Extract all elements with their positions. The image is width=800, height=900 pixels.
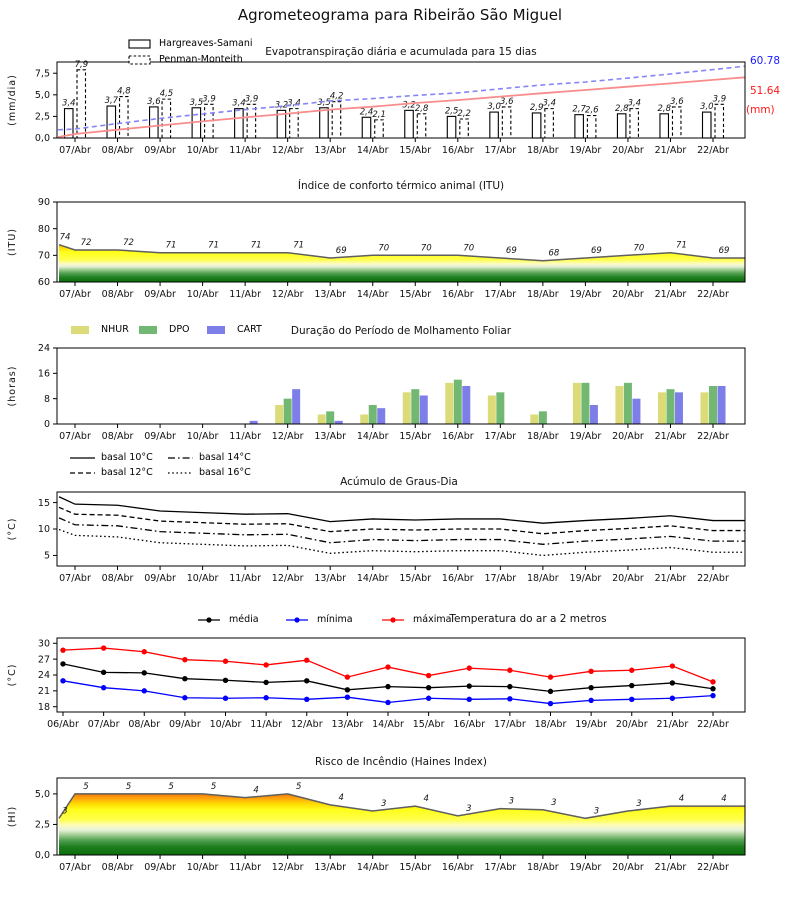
- svg-text:5,0: 5,0: [34, 90, 50, 102]
- svg-text:08/Abr: 08/Abr: [101, 431, 134, 442]
- svg-text:12/Abr: 12/Abr: [271, 431, 304, 442]
- dpo-swatch-icon: [138, 325, 164, 335]
- svg-text:2,8: 2,8: [614, 103, 629, 114]
- svg-text:18: 18: [37, 701, 50, 713]
- svg-text:14/Abr: 14/Abr: [356, 573, 389, 584]
- maxima-line-icon: [382, 615, 408, 625]
- svg-text:71: 71: [208, 240, 220, 251]
- svg-text:20/Abr: 20/Abr: [612, 289, 644, 300]
- svg-text:2,8: 2,8: [414, 103, 429, 114]
- svg-text:16/Abr: 16/Abr: [441, 573, 474, 584]
- svg-text:4: 4: [678, 794, 685, 805]
- svg-text:22/Abr: 22/Abr: [697, 431, 729, 442]
- svg-text:12/Abr: 12/Abr: [271, 862, 304, 873]
- legend-minima: [286, 614, 353, 625]
- svg-text:09/Abr: 09/Abr: [144, 145, 176, 156]
- svg-text:17/Abr: 17/Abr: [484, 289, 517, 300]
- legend-nhur: [70, 324, 129, 335]
- svg-text:2,5: 2,5: [444, 106, 459, 117]
- svg-text:60: 60: [37, 277, 50, 289]
- legend-cart: [206, 324, 262, 335]
- legend-maxima: [382, 614, 451, 625]
- svg-text:20/Abr: 20/Abr: [612, 862, 644, 873]
- svg-text:69: 69: [718, 246, 730, 256]
- svg-text:5: 5: [210, 781, 217, 792]
- svg-text:5: 5: [83, 781, 89, 792]
- accumulated-unit: (mm): [746, 104, 775, 116]
- svg-text:12/Abr: 12/Abr: [271, 145, 304, 156]
- svg-text:4: 4: [721, 794, 727, 805]
- svg-text:21/Abr: 21/Abr: [654, 862, 687, 873]
- svg-text:20/Abr: 20/Abr: [615, 719, 648, 730]
- svg-text:3: 3: [551, 797, 557, 808]
- svg-text:71: 71: [165, 240, 177, 251]
- svg-text:14/Abr: 14/Abr: [356, 431, 389, 442]
- svg-text:(HI): (HI): [7, 805, 18, 828]
- svg-text:3,7: 3,7: [104, 96, 119, 107]
- svg-text:19/Abr: 19/Abr: [569, 573, 602, 584]
- svg-text:22/Abr: 22/Abr: [697, 862, 729, 873]
- svg-text:2,8: 2,8: [657, 103, 672, 114]
- svg-text:15/Abr: 15/Abr: [399, 431, 432, 442]
- legend-dpo: [138, 324, 190, 335]
- svg-text:16: 16: [37, 368, 50, 380]
- nhur-swatch-icon: [70, 325, 96, 335]
- svg-text:20/Abr: 20/Abr: [612, 573, 644, 584]
- minima-line-icon: [286, 615, 312, 625]
- svg-text:11/Abr: 11/Abr: [229, 862, 262, 873]
- basal14-line-icon: [168, 453, 194, 463]
- svg-text:69: 69: [505, 246, 517, 256]
- svg-text:0,0: 0,0: [34, 133, 50, 145]
- svg-text:13/Abr: 13/Abr: [314, 289, 347, 300]
- svg-text:3,4: 3,4: [627, 98, 642, 109]
- svg-text:22/Abr: 22/Abr: [697, 289, 729, 300]
- svg-text:13/Abr: 13/Abr: [314, 573, 347, 584]
- panel-itu: [0, 178, 800, 302]
- svg-text:4,8: 4,8: [117, 86, 131, 97]
- svg-text:3: 3: [593, 806, 600, 817]
- svg-text:07/Abr: 07/Abr: [59, 289, 91, 300]
- svg-text:08/Abr: 08/Abr: [101, 145, 134, 156]
- panel-fire-risk: [0, 750, 800, 878]
- svg-text:17/Abr: 17/Abr: [494, 719, 526, 730]
- panel-title: Risco de Incêndio (Haines Index): [315, 756, 487, 768]
- svg-text:09/Abr: 09/Abr: [144, 289, 176, 300]
- svg-text:22/Abr: 22/Abr: [697, 719, 729, 730]
- svg-text:3,4: 3,4: [62, 98, 76, 109]
- svg-text:19/Abr: 19/Abr: [569, 862, 602, 873]
- svg-text:19/Abr: 19/Abr: [569, 145, 602, 156]
- svg-text:3,2: 3,2: [402, 100, 416, 111]
- basal12-line-icon: [70, 468, 96, 478]
- legend-label: basal 16°C: [199, 467, 251, 478]
- legend-label: basal 12°C: [101, 467, 153, 478]
- svg-text:2,7: 2,7: [572, 104, 586, 115]
- svg-text:80: 80: [37, 223, 50, 235]
- svg-text:24: 24: [37, 670, 50, 682]
- svg-text:20/Abr: 20/Abr: [612, 431, 644, 442]
- svg-text:08/Abr: 08/Abr: [128, 719, 161, 730]
- svg-text:16/Abr: 16/Abr: [441, 145, 474, 156]
- svg-text:17/Abr: 17/Abr: [484, 573, 517, 584]
- svg-text:30: 30: [37, 638, 50, 650]
- legend-label: máxima: [413, 614, 452, 625]
- svg-text:2,4: 2,4: [359, 107, 374, 118]
- svg-text:(mm/dia): (mm/dia): [7, 74, 18, 126]
- svg-text:21/Abr: 21/Abr: [654, 431, 687, 442]
- svg-text:70: 70: [633, 243, 645, 254]
- svg-text:13/Abr: 13/Abr: [314, 145, 347, 156]
- svg-text:2,9: 2,9: [529, 102, 544, 113]
- svg-text:06/Abr: 06/Abr: [47, 719, 79, 730]
- svg-text:10/Abr: 10/Abr: [186, 145, 219, 156]
- svg-text:5,0: 5,0: [34, 789, 50, 801]
- svg-text:16/Abr: 16/Abr: [441, 431, 474, 442]
- svg-text:15: 15: [37, 497, 50, 509]
- svg-text:71: 71: [293, 240, 305, 251]
- svg-text:07/Abr: 07/Abr: [59, 145, 91, 156]
- svg-text:3,9: 3,9: [244, 94, 259, 105]
- svg-text:3,4: 3,4: [232, 98, 246, 109]
- svg-text:14/Abr: 14/Abr: [372, 719, 404, 730]
- svg-text:21/Abr: 21/Abr: [654, 573, 687, 584]
- svg-text:72: 72: [123, 238, 134, 248]
- svg-text:74: 74: [59, 232, 71, 243]
- svg-text:12/Abr: 12/Abr: [290, 719, 323, 730]
- svg-text:3,6: 3,6: [499, 96, 514, 107]
- itu-chart: [0, 178, 800, 302]
- svg-text:20/Abr: 20/Abr: [612, 145, 644, 156]
- svg-text:3: 3: [508, 796, 515, 807]
- legend-basal-14: [168, 452, 251, 463]
- svg-text:18/Abr: 18/Abr: [526, 289, 559, 300]
- media-line-icon: [198, 615, 224, 625]
- svg-text:19/Abr: 19/Abr: [569, 431, 602, 442]
- svg-text:27: 27: [37, 654, 50, 666]
- panel-title: Duração do Período de Molhamento Foliar: [290, 325, 512, 337]
- legend-basal-16: [168, 467, 251, 478]
- legend-hargreaves-samani: [128, 38, 253, 49]
- legend-label: basal 14°C: [199, 452, 251, 463]
- legend-label: média: [229, 614, 259, 625]
- svg-text:72: 72: [80, 238, 92, 248]
- panel-evapotranspiration: [0, 34, 800, 166]
- basal10-line-icon: [70, 453, 96, 463]
- svg-text:11/Abr: 11/Abr: [229, 431, 262, 442]
- legend-basal-12: [70, 467, 153, 478]
- svg-text:13/Abr: 13/Abr: [314, 431, 347, 442]
- svg-text:14/Abr: 14/Abr: [356, 145, 389, 156]
- legend-label: CART: [237, 324, 262, 335]
- svg-text:16/Abr: 16/Abr: [453, 719, 486, 730]
- legend-penman-monteith: [128, 54, 243, 65]
- svg-text:3,9: 3,9: [202, 94, 216, 105]
- svg-text:07/Abr: 07/Abr: [59, 573, 91, 584]
- panel-title: Evapotranspiração diária e acumulada para 15 dias: [265, 46, 537, 58]
- svg-text:17/Abr: 17/Abr: [484, 862, 517, 873]
- legend-label: Penman-Monteith: [159, 54, 243, 65]
- accumulated-penman-total: 60.78: [750, 55, 781, 67]
- svg-text:18/Abr: 18/Abr: [534, 719, 567, 730]
- svg-text:21: 21: [37, 686, 50, 698]
- svg-text:70: 70: [378, 243, 390, 254]
- svg-text:2,6: 2,6: [585, 105, 599, 116]
- svg-text:71: 71: [676, 240, 687, 251]
- svg-text:0: 0: [43, 419, 50, 431]
- fire-risk-chart: [0, 750, 800, 878]
- legend-media: [198, 614, 259, 625]
- leaf-wetness-chart: [0, 322, 800, 444]
- svg-text:19/Abr: 19/Abr: [575, 719, 607, 730]
- svg-text:(ITU): (ITU): [7, 228, 18, 256]
- svg-text:21/Abr: 21/Abr: [654, 289, 687, 300]
- svg-text:3: 3: [381, 799, 387, 809]
- svg-text:09/Abr: 09/Abr: [144, 573, 176, 584]
- legend-label: basal 10°C: [101, 452, 153, 463]
- svg-text:09/Abr: 09/Abr: [144, 862, 176, 873]
- svg-text:3,0: 3,0: [487, 102, 501, 113]
- svg-text:14/Abr: 14/Abr: [356, 289, 389, 300]
- basal16-line-icon: [168, 468, 194, 478]
- svg-text:71: 71: [250, 240, 262, 251]
- svg-text:3,2: 3,2: [274, 100, 289, 111]
- svg-text:15/Abr: 15/Abr: [399, 145, 432, 156]
- svg-text:3: 3: [466, 803, 472, 814]
- svg-text:3,4: 3,4: [542, 98, 557, 109]
- svg-text:70: 70: [463, 243, 475, 254]
- svg-text:10/Abr: 10/Abr: [186, 862, 219, 873]
- svg-text:(°C): (°C): [7, 517, 18, 541]
- svg-text:19/Abr: 19/Abr: [569, 289, 602, 300]
- svg-text:15/Abr: 15/Abr: [399, 862, 432, 873]
- svg-text:68: 68: [548, 248, 560, 259]
- panel-title: Acúmulo de Graus-Dia: [340, 476, 458, 488]
- svg-text:18/Abr: 18/Abr: [526, 431, 559, 442]
- svg-text:13/Abr: 13/Abr: [314, 862, 347, 873]
- svg-text:09/Abr: 09/Abr: [169, 719, 201, 730]
- svg-text:21/Abr: 21/Abr: [656, 719, 689, 730]
- svg-text:5: 5: [295, 781, 302, 792]
- svg-text:3,9: 3,9: [712, 94, 727, 105]
- svg-text:17/Abr: 17/Abr: [484, 145, 517, 156]
- svg-text:4: 4: [423, 794, 429, 805]
- svg-text:24: 24: [37, 343, 50, 355]
- svg-text:15/Abr: 15/Abr: [399, 289, 432, 300]
- svg-text:11/Abr: 11/Abr: [229, 573, 262, 584]
- svg-text:15/Abr: 15/Abr: [412, 719, 445, 730]
- svg-text:4: 4: [253, 785, 259, 796]
- panel-title: Índice de conforto térmico animal (ITU): [297, 180, 505, 192]
- svg-text:(°C): (°C): [7, 663, 18, 687]
- svg-text:18/Abr: 18/Abr: [526, 862, 559, 873]
- legend-label: NHUR: [101, 324, 129, 335]
- svg-text:3,5: 3,5: [189, 97, 204, 108]
- svg-text:2,5: 2,5: [34, 819, 50, 831]
- svg-text:11/Abr: 11/Abr: [229, 289, 262, 300]
- svg-text:10/Abr: 10/Abr: [186, 289, 219, 300]
- svg-text:7,5: 7,5: [34, 68, 50, 80]
- svg-text:10/Abr: 10/Abr: [186, 431, 219, 442]
- page-title: Agrometeograma para Ribeirão São Miguel: [237, 6, 563, 24]
- legend-label: Hargreaves-Samani: [159, 38, 253, 49]
- svg-text:18/Abr: 18/Abr: [526, 145, 559, 156]
- svg-text:10/Abr: 10/Abr: [186, 573, 219, 584]
- svg-text:10: 10: [37, 524, 50, 536]
- svg-text:4,5: 4,5: [159, 89, 174, 100]
- accumulated-hargreaves-total: 51.64: [750, 85, 781, 97]
- svg-text:11/Abr: 11/Abr: [250, 719, 282, 730]
- svg-text:70: 70: [420, 243, 432, 254]
- panel-leaf-wetness: [0, 322, 800, 444]
- svg-text:5: 5: [125, 781, 132, 792]
- svg-text:69: 69: [590, 246, 602, 256]
- legend-label: DPO: [169, 324, 190, 335]
- svg-text:3,4: 3,4: [287, 98, 301, 109]
- svg-text:08/Abr: 08/Abr: [101, 289, 134, 300]
- svg-text:5: 5: [43, 550, 50, 562]
- svg-text:2,1: 2,1: [372, 109, 386, 120]
- svg-text:7,9: 7,9: [74, 59, 89, 70]
- legend-label: mínima: [317, 614, 353, 625]
- svg-text:3,5: 3,5: [317, 97, 331, 108]
- svg-text:21/Abr: 21/Abr: [654, 145, 687, 156]
- svg-text:3,6: 3,6: [147, 96, 161, 107]
- svg-text:4,2: 4,2: [329, 91, 344, 102]
- cart-swatch-icon: [206, 325, 232, 335]
- svg-text:07/Abr: 07/Abr: [59, 431, 91, 442]
- svg-text:4: 4: [338, 792, 344, 803]
- svg-text:17/Abr: 17/Abr: [484, 431, 517, 442]
- svg-text:22/Abr: 22/Abr: [697, 573, 729, 584]
- svg-text:5: 5: [168, 781, 174, 792]
- svg-text:8: 8: [43, 393, 50, 405]
- svg-text:07/Abr: 07/Abr: [59, 862, 91, 873]
- svg-text:22/Abr: 22/Abr: [697, 145, 729, 156]
- svg-text:3,6: 3,6: [670, 96, 684, 107]
- svg-text:10/Abr: 10/Abr: [209, 719, 242, 730]
- svg-text:2,2: 2,2: [457, 109, 471, 119]
- svg-text:2,5: 2,5: [34, 111, 50, 123]
- svg-text:11/Abr: 11/Abr: [229, 145, 262, 156]
- panel-air-temperature: [0, 600, 800, 730]
- svg-text:08/Abr: 08/Abr: [101, 862, 134, 873]
- svg-text:18/Abr: 18/Abr: [526, 573, 559, 584]
- svg-text:12/Abr: 12/Abr: [271, 573, 304, 584]
- svg-text:07/Abr: 07/Abr: [87, 719, 120, 730]
- legend-basal-10: [70, 452, 153, 463]
- svg-text:3: 3: [636, 799, 642, 809]
- svg-text:69: 69: [335, 246, 347, 256]
- penman-swatch-icon: [128, 55, 154, 65]
- svg-text:15/Abr: 15/Abr: [399, 573, 432, 584]
- svg-text:3,0: 3,0: [700, 102, 714, 113]
- panel-title: Temperatura do ar a 2 metros: [449, 613, 607, 625]
- hargreaves-swatch-icon: [128, 39, 154, 49]
- svg-text:16/Abr: 16/Abr: [441, 289, 474, 300]
- svg-text:13/Abr: 13/Abr: [331, 719, 364, 730]
- svg-text:08/Abr: 08/Abr: [101, 573, 134, 584]
- panel-degree-days: [0, 452, 800, 586]
- svg-text:12/Abr: 12/Abr: [271, 289, 304, 300]
- svg-text:09/Abr: 09/Abr: [144, 431, 176, 442]
- svg-text:0,0: 0,0: [34, 850, 50, 862]
- svg-text:70: 70: [37, 250, 50, 262]
- svg-text:90: 90: [37, 197, 50, 209]
- svg-text:16/Abr: 16/Abr: [441, 862, 474, 873]
- svg-text:14/Abr: 14/Abr: [356, 862, 389, 873]
- svg-text:(horas): (horas): [7, 365, 18, 407]
- svg-text:3: 3: [62, 806, 68, 817]
